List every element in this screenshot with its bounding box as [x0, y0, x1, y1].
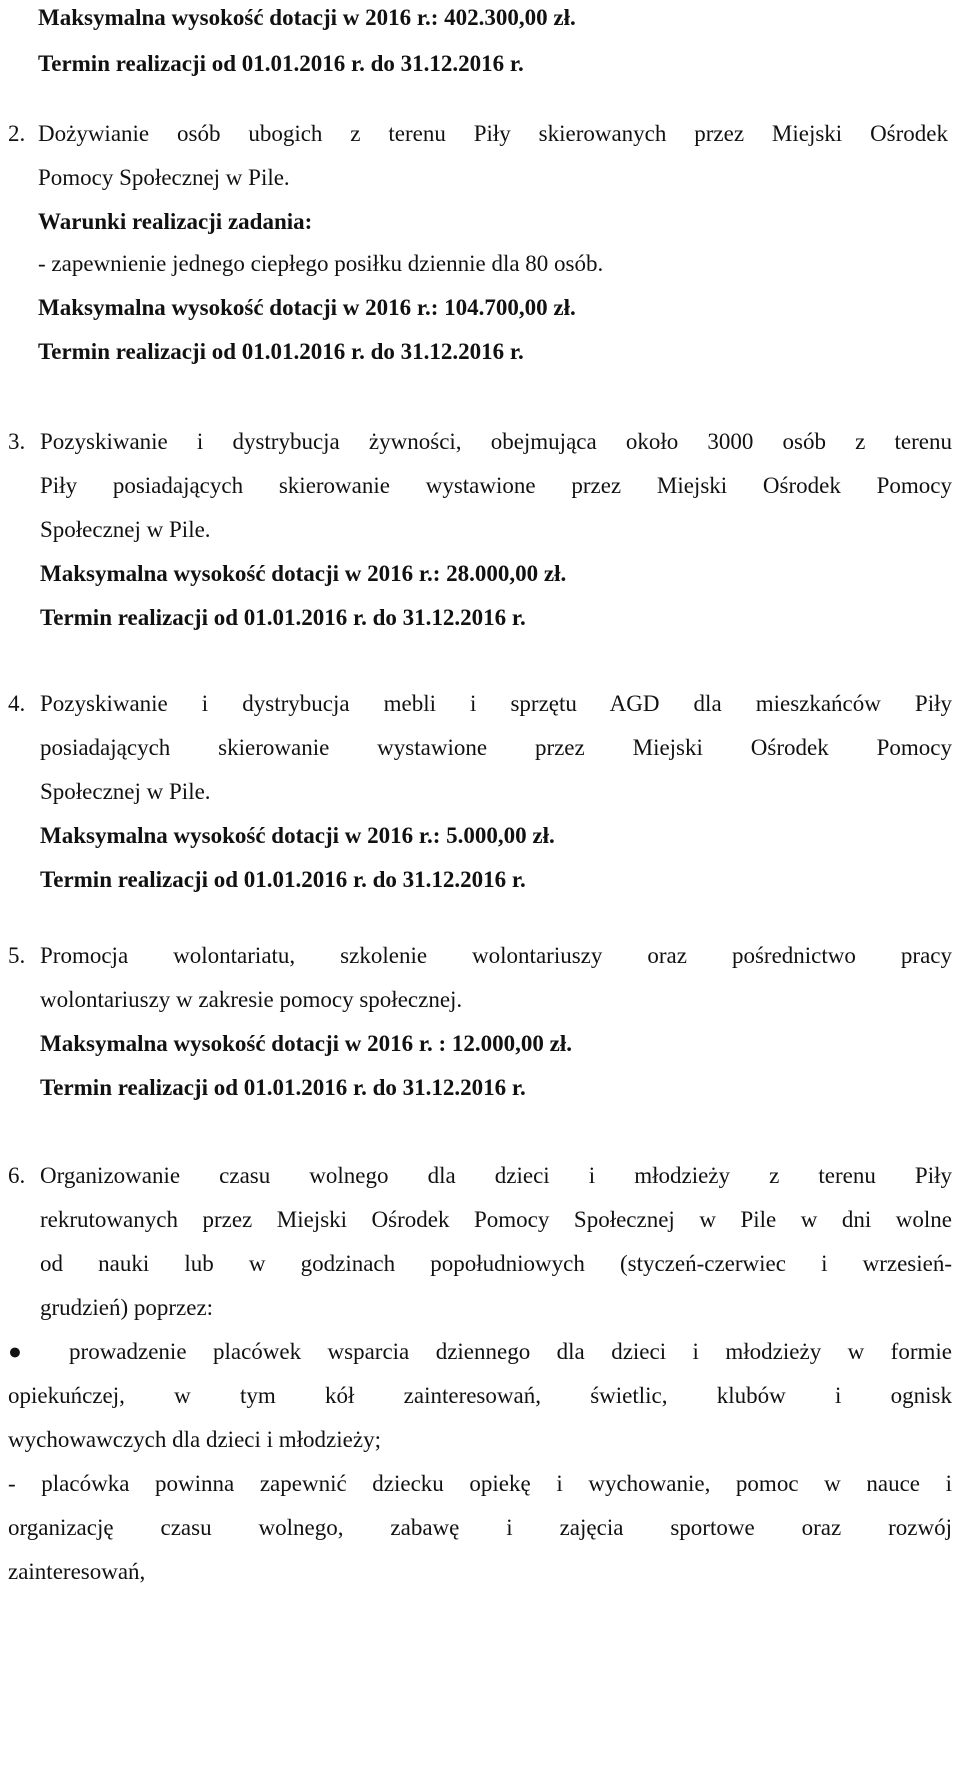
item-4-term: Termin realizacji od 01.01.2016 r. do 31.12.2016 r.: [40, 867, 526, 892]
item-6-bullet-line-3: wychowawczych dla dzieci i młodzieży;: [8, 1427, 381, 1452]
item-6-bullet-line-2: opiekuńczej, w tym kół zainteresowań, świetlic, klubów i ognisk: [8, 1383, 952, 1408]
item-6-line-1: Organizowanie czasu wolnego dla dzieci i młodzieży z terenu Piły: [40, 1163, 952, 1188]
item-6-bullet-line-6: zainteresowań,: [8, 1559, 146, 1584]
item-3-amount: Maksymalna wysokość dotacji w 2016 r.: 28.000,00 zł.: [40, 561, 567, 586]
item-2-amount: Maksymalna wysokość dotacji w 2016 r.: 104.700,00 zł.: [38, 295, 576, 320]
item-5-line-1: Promocja wolontariatu, szkolenie wolontariuszy oraz pośrednictwo pracy: [40, 943, 952, 968]
item-3-term: Termin realizacji od 01.01.2016 r. do 31.12.2016 r.: [40, 605, 526, 630]
item-2-line-2: Pomocy Społecznej w Pile.: [38, 165, 290, 190]
item-2-term: Termin realizacji od 01.01.2016 r. do 31.12.2016 r.: [38, 339, 524, 364]
item-4-number: 4.: [8, 691, 26, 716]
item-4-amount: Maksymalna wysokość dotacji w 2016 r.: 5.000,00 zł.: [40, 823, 555, 848]
item-2-condition-1: - zapewnienie jednego ciepłego posiłku dziennie dla 80 osób.: [38, 251, 604, 276]
item-6-line-4: grudzień) poprzez:: [40, 1295, 214, 1320]
item-6-bullet-line-4: - placówka powinna zapewnić dziecku opiekę i wychowanie, pomoc w nauce i: [8, 1471, 952, 1496]
item-5-term: Termin realizacji od 01.01.2016 r. do 31.12.2016 r.: [40, 1075, 526, 1100]
item-2-line-1: Dożywianie osób ubogich z terenu Piły skierowanych przez Miejski Ośrodek: [38, 121, 948, 146]
header-term: Termin realizacji od 01.01.2016 r. do 31.12.2016 r.: [38, 51, 524, 76]
item-4-line-1: Pozyskiwanie i dystrybucja mebli i sprzętu AGD dla mieszkańców Piły: [40, 691, 952, 716]
item-5-amount: Maksymalna wysokość dotacji w 2016 r. : 12.000,00 zł.: [40, 1031, 572, 1056]
item-3-line-2: Piły posiadających skierowanie wystawione przez Miejski Ośrodek Pomocy: [40, 473, 952, 498]
item-2-number: 2.: [8, 121, 26, 146]
item-6-line-2: rekrutowanych przez Miejski Ośrodek Pomocy Społecznej w Pile w dni wolne: [40, 1207, 952, 1232]
item-6-number: 6.: [8, 1163, 26, 1188]
item-5-line-2: wolontariuszy w zakresie pomocy społecznej.: [40, 987, 463, 1012]
item-6-bullet-line-5: organizację czasu wolnego, zabawę i zajęcia sportowe oraz rozwój: [8, 1515, 952, 1540]
header-amount: Maksymalna wysokość dotacji w 2016 r.: 402.300,00 zł.: [38, 5, 576, 30]
item-4-line-2: posiadających skierowanie wystawione przez Miejski Ośrodek Pomocy: [40, 735, 952, 760]
item-5-number: 5.: [8, 943, 26, 968]
item-4-line-3: Społecznej w Pile.: [40, 779, 211, 804]
item-6-line-3: od nauki lub w godzinach popołudniowych (styczeń-czerwiec i wrzesień-: [40, 1251, 952, 1276]
item-3-number: 3.: [8, 429, 26, 454]
item-2-conditions-heading: Warunki realizacji zadania:: [38, 209, 313, 234]
item-3-line-3: Społecznej w Pile.: [40, 517, 211, 542]
item-3-line-1: Pozyskiwanie i dystrybucja żywności, obejmująca około 3000 osób z terenu: [40, 429, 952, 454]
item-6-bullet-line-1: ● prowadzenie placówek wsparcia dziennego dla dzieci i młodzieży w formie: [8, 1339, 952, 1364]
